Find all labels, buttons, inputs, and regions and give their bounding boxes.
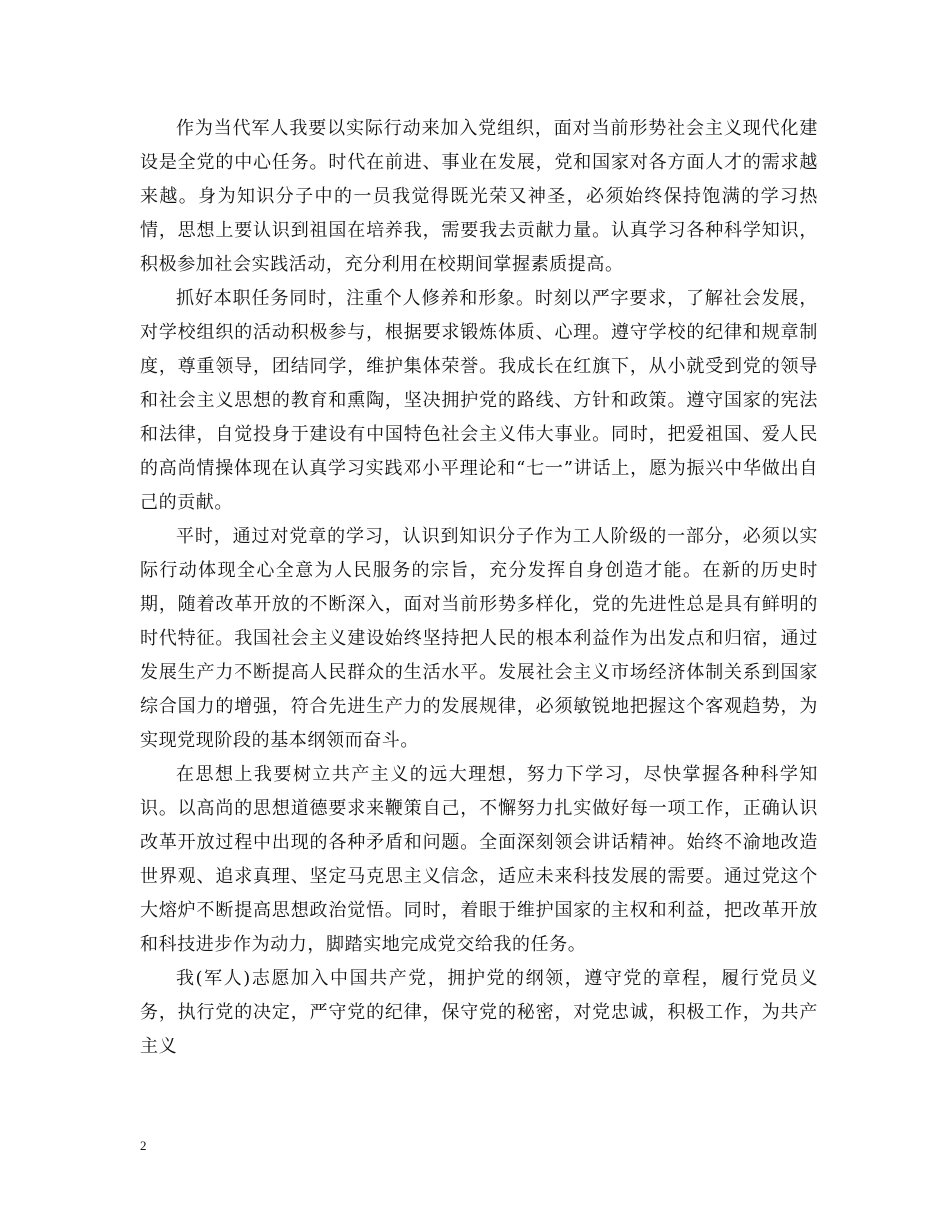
paragraph-1: 作为当代军人我要以实际行动来加入党组织，面对当前形势社会主义现代化建设是全党的中心任务。时代在前进、事业在发展，党和国家对各方面人才的需求越来越。身为知识分子中的一员我觉得既光荣又神圣，必须始终保持饱满的学习热情，思想上要认识到祖国在培养我，需要我去贡献力量。认真学习各种科学知识，积极参加社会实践活动，充分利用在校期间掌握素质提高。 bbox=[140, 118, 818, 275]
paragraph-3: 平时，通过对党章的学习，认识到知识分子作为工人阶级的一部分，必须以实际行动体现全心全意为人民服务的宗旨，充分发挥自身创造才能。在新的历史时期，随着改革开放的不断深入，面对当前形势多样化，党的先进性总是具有鲜明的时代特征。我国社会主义建设始终坚持把人民的根本利益作为出发点和归宿，通过发展生产力不断提高人民群众的生活水平。发展社会主义市场经济体制关系到国家综合国力的增强，符合先进生产力的发展规律，必须敏锐地把握这个客观趋势，为实现党现阶段的基本纲领而奋斗。 bbox=[140, 526, 818, 751]
document-body bbox=[140, 112, 818, 1064]
paragraph-5: 我(军人)志愿加入中国共产党，拥护党的纲领，遵守党的章程，履行党员义务，执行党的决定，严守党的纪律，保守党的秘密，对党忠诚，积极工作，为共产主义 bbox=[140, 968, 818, 1057]
paragraph-2: 抓好本职任务同时，注重个人修养和形象。时刻以严字要求，了解社会发展，对学校组织的活动积极参与，根据要求锻炼体质、心理。遵守学校的纪律和规章制度，尊重领导，团结同学，维护集体荣誉。我成长在红旗下，从小就受到党的领导和社会主义思想的教育和熏陶，坚决拥护党的路线、方针和政策。遵守国家的宪法和法律，自觉投身于建设有中国特色社会主义伟大事业。同时，把爱祖国、爱人民的高尚情操体现在认真学习实践邓小平理论和“七一”讲话上，愿为振兴中华做出自己的贡献。 bbox=[140, 288, 818, 513]
paragraph-4: 在思想上我要树立共产主义的远大理想，努力下学习，尽快掌握各种科学知识。以高尚的思想道德要求来鞭策自己，不懈努力扎实做好每一项工作，正确认识改革开放过程中出现的各种矛盾和问题。全面深刻领会讲话精神。始终不渝地改造世界观、追求真理、坚定马克思主义信念，适应未来科技发展的需要。通过党这个大熔炉不断提高思想政治觉悟。同时，着眼于维护国家的主权和利益，把改革开放和科技进步作为动力，脚踏实地完成党交给我的任务。 bbox=[140, 764, 818, 955]
page-number: 2 bbox=[140, 1138, 147, 1153]
